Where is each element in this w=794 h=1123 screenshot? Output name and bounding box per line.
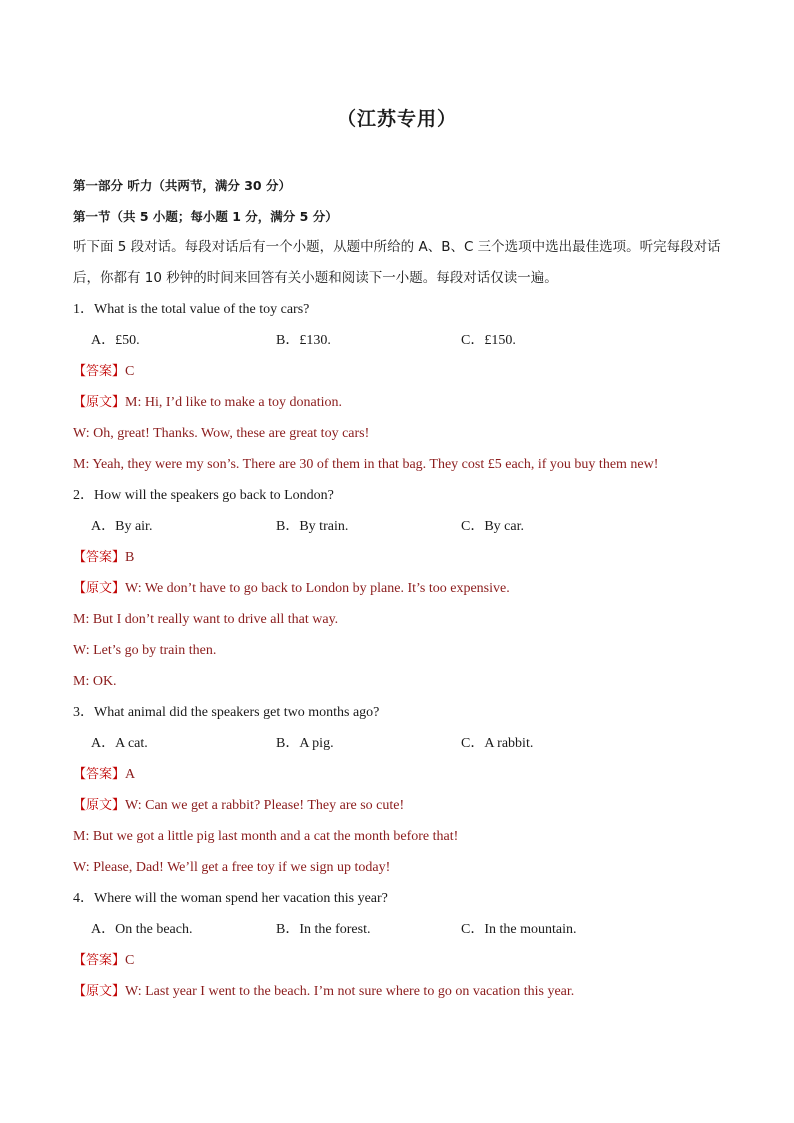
option-row — [73, 914, 733, 945]
answer-line — [73, 759, 733, 790]
transcript-line — [73, 852, 733, 883]
answer-label: 【答案】 — [73, 953, 126, 968]
question-stem: 1．What is the total value of the toy cars? — [73, 302, 310, 317]
option: B．A pig. — [276, 736, 334, 751]
option: A．£50. — [91, 333, 140, 348]
question-stem: 3．What animal did the speakers get two months ago? — [73, 705, 380, 720]
answer-value: A — [125, 767, 136, 782]
transcript-line — [73, 387, 733, 418]
option: C．A rabbit. — [461, 736, 534, 751]
transcript-label: 【原文】 — [73, 984, 126, 999]
option: C．£150. — [461, 333, 516, 348]
transcript-text: W: Can we get a rabbit? Please! They are so cute! — [125, 798, 405, 813]
transcript-text: M: But we got a little pig last month and a cat the month before that! — [73, 829, 459, 844]
option-row — [73, 511, 733, 542]
answer-line — [73, 356, 733, 387]
transcript-line — [73, 976, 733, 1007]
transcript-label: 【原文】 — [73, 581, 126, 596]
transcript-text: M: But I don’t really want to drive all that way. — [73, 612, 339, 627]
question-list — [73, 294, 733, 1007]
transcript-line — [73, 790, 733, 821]
answer-label: 【答案】 — [73, 550, 126, 565]
option: A．On the beach. — [91, 922, 193, 937]
transcript-text: W: Last year I went to the beach. I’m not sure where to go on vacation this year. — [125, 984, 575, 999]
option: B．£130. — [276, 333, 331, 348]
transcript-text: W: Oh, great! Thanks. Wow, these are great toy cars! — [73, 426, 370, 441]
answer-label: 【答案】 — [73, 364, 126, 379]
option: B．By train. — [276, 519, 349, 534]
transcript-line — [73, 821, 733, 852]
transcript-text: M: Hi, I’d like to make a toy donation. — [125, 395, 342, 410]
option: A．A cat. — [91, 736, 148, 751]
transcript-text: M: Yeah, they were my son’s. There are 30 of them in that bag. They cost £5 each, if you buy them new! — [73, 457, 659, 472]
transcript-line — [73, 635, 733, 666]
answer-line — [73, 542, 733, 573]
transcript-text: M: OK. — [73, 674, 117, 689]
transcript-line — [73, 604, 733, 635]
option: C．In the mountain. — [461, 922, 577, 937]
transcript-line — [73, 666, 733, 697]
section-heading: 第一节（共 5 小题；每小题 1 分，满分 5 分） — [73, 209, 338, 224]
transcript-line — [73, 449, 733, 480]
answer-label: 【答案】 — [73, 767, 126, 782]
transcript-text: W: We don’t have to go back to London by plane. It’s too expensive. — [125, 581, 510, 596]
transcript-label: 【原文】 — [73, 395, 126, 410]
option: B．In the forest. — [276, 922, 371, 937]
transcript-line — [73, 418, 733, 449]
transcript-text: W: Please, Dad! We’ll get a free toy if we sign up today! — [73, 860, 391, 875]
option: A．By air. — [91, 519, 153, 534]
answer-value: C — [125, 364, 135, 379]
answer-value: B — [125, 550, 135, 565]
option: C．By car. — [461, 519, 524, 534]
question-stem: 2．How will the speakers go back to London? — [73, 488, 334, 503]
content — [73, 170, 733, 1007]
transcript-label: 【原文】 — [73, 798, 126, 813]
answer-line — [73, 945, 733, 976]
instructions: 听下面 5 段对话。每段对话后有一个小题，从题中所给的 A、B、C 三个选项中选出最佳选项。听完每段对话后，你都有 10 秒钟的时间来回答有关小题和阅读下一小题。每段对话仅读一遍。 — [73, 239, 721, 286]
option-row — [73, 728, 733, 759]
answer-value: C — [125, 953, 135, 968]
transcript-line — [73, 573, 733, 604]
part-heading: 第一部分 听力（共两节，满分 30 分） — [73, 178, 291, 193]
option-row — [73, 325, 733, 356]
question-stem: 4．Where will the woman spend her vacation this year? — [73, 891, 388, 906]
page-title: （江苏专用） — [336, 108, 457, 130]
transcript-text: W: Let’s go by train then. — [73, 643, 217, 658]
